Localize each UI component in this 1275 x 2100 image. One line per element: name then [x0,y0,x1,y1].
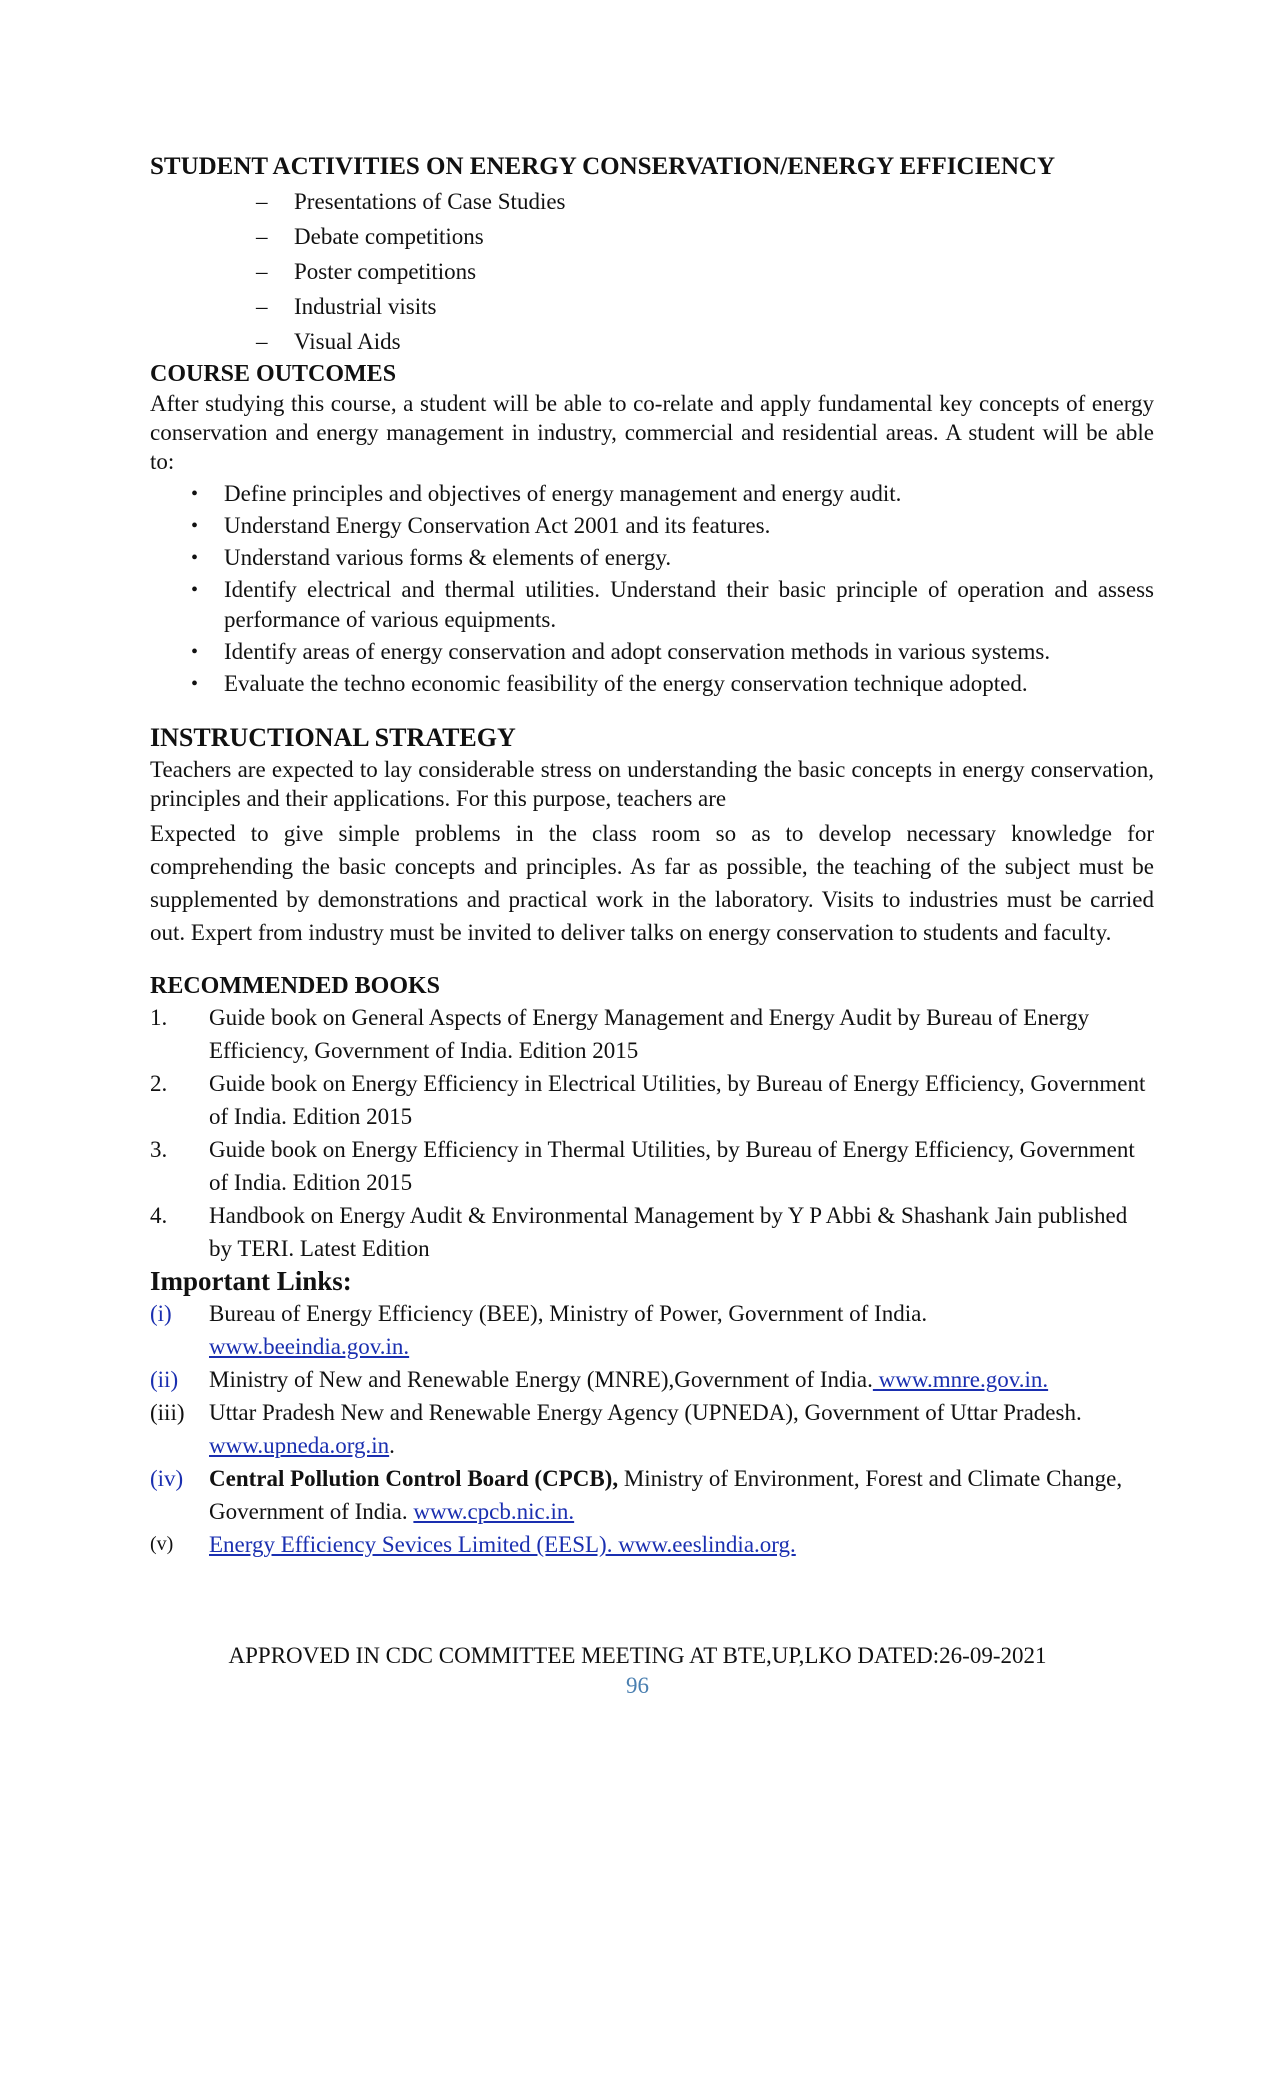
outcomes-list [150,479,1154,699]
bee-link[interactable]: www.beeindia.gov.in. [209,1334,410,1359]
activities-list [150,184,1154,359]
list-item: – Poster competitions [256,259,477,284]
activities-heading: STUDENT ACTIVITIES ON ENERGY CONSERVATION/ENERGY EFFICIENCY [150,153,1056,180]
books-heading: RECOMMENDED BOOKS [150,973,441,999]
list-item: – Debate competitions [256,224,484,249]
list-item: (ii) Ministry of New and Renewable Energy (MNRE),Government of India. www.mnre.gov.in. [150,1367,1049,1392]
cpcb-link[interactable]: www.cpcb.nic.in. [413,1499,575,1524]
list-item: • Evaluate the techno economic feasibility of the energy conservation technique adopted. [191,671,1028,696]
list-item: • Understand Energy Conservation Act 2001 and its features. [191,513,771,538]
list-item: 4. Handbook on Energy Audit & Environmental Management by Y P Abbi & Shashank Jain published by TERI. Latest Edition [150,1203,1128,1261]
list-item: • Identify electrical and thermal utilities. Understand their basic principle of operation and assess performance of various equipments. [191,577,1154,632]
list-item: 3. Guide book on Energy Efficiency in Thermal Utilities, by Bureau of Energy Efficiency, Government of India. Edition 2015 [150,1137,1135,1195]
list-item: – Presentations of Case Studies [256,189,566,214]
links-list [150,1297,1154,1561]
strategy-paragraph-1: Teachers are expected to lay considerable stress on understanding the basic concepts in energy conservation, principles and their applications. For this purpose, teachers are [150,757,1154,811]
approval-footer: APPROVED IN CDC COMMITTEE MEETING AT BTE,UP,LKO DATED:26-09-2021 [228,1643,1047,1668]
list-item: – Visual Aids [256,329,401,354]
list-item: – Industrial visits [256,294,437,319]
books-list [150,1001,1154,1265]
list-item: (iv) Central Pollution Control Board (CPCB), Ministry of Environment, Forest and Climate Change, Government of India. www.cpcb.nic.in. [150,1466,1123,1524]
list-item: (iii) Uttar Pradesh New and Renewable Energy Agency (UPNEDA), Government of Uttar Pradesh. www.upneda.org.in. [150,1400,1082,1458]
page-number: 96 [626,1673,649,1698]
list-item: 1. Guide book on General Aspects of Energy Management and Energy Audit by Bureau of Energy Efficiency, Government of India. Edition 2015 [150,1005,1090,1063]
mnre-link[interactable]: www.mnre.gov.in. [872,1367,1049,1392]
eesl-link[interactable]: Energy Efficiency Sevices Limited (EESL). www.eeslindia.org. [209,1532,796,1557]
list-item: (v) Energy Efficiency Sevices Limited (EESL). www.eeslindia.org. [150,1532,796,1557]
document-page [150,150,1154,1561]
list-item: • Understand various forms & elements of energy. [191,545,672,570]
list-item: • Define principles and objectives of energy management and energy audit. [191,481,902,506]
list-item: • Identify areas of energy conservation and adopt conservation methods in various systems. [191,639,1051,664]
list-item: (i) Bureau of Energy Efficiency (BEE), Ministry of Power, Government of India. www.beeindia.gov.in. [150,1301,928,1359]
outcomes-heading: COURSE OUTCOMES [150,361,397,387]
strategy-paragraph-2: Expected to give simple problems in the class room so as to develop necessary knowledge for comprehending the basic concepts and principles. As far as possible, the teaching of the subject must be supplemented by demonstrations and practical work in the laboratory. Visits to industries must be carried out. Expert from industry must be invited to deliver talks on energy conservation to students and faculty. [150,821,1154,945]
strategy-heading: INSTRUCTIONAL STRATEGY [150,723,516,752]
links-heading: Important Links: [150,1266,352,1296]
outcomes-intro: After studying this course, a student will be able to co-relate and apply fundamental key concepts of energy conservation and energy management in industry, commercial and residential areas. A student will be able to: [150,391,1154,474]
list-item: 2. Guide book on Energy Efficiency in Electrical Utilities, by Bureau of Energy Efficiency, Government of India. Edition 2015 [150,1071,1146,1129]
upneda-link[interactable]: www.upneda.org.in [209,1433,390,1458]
